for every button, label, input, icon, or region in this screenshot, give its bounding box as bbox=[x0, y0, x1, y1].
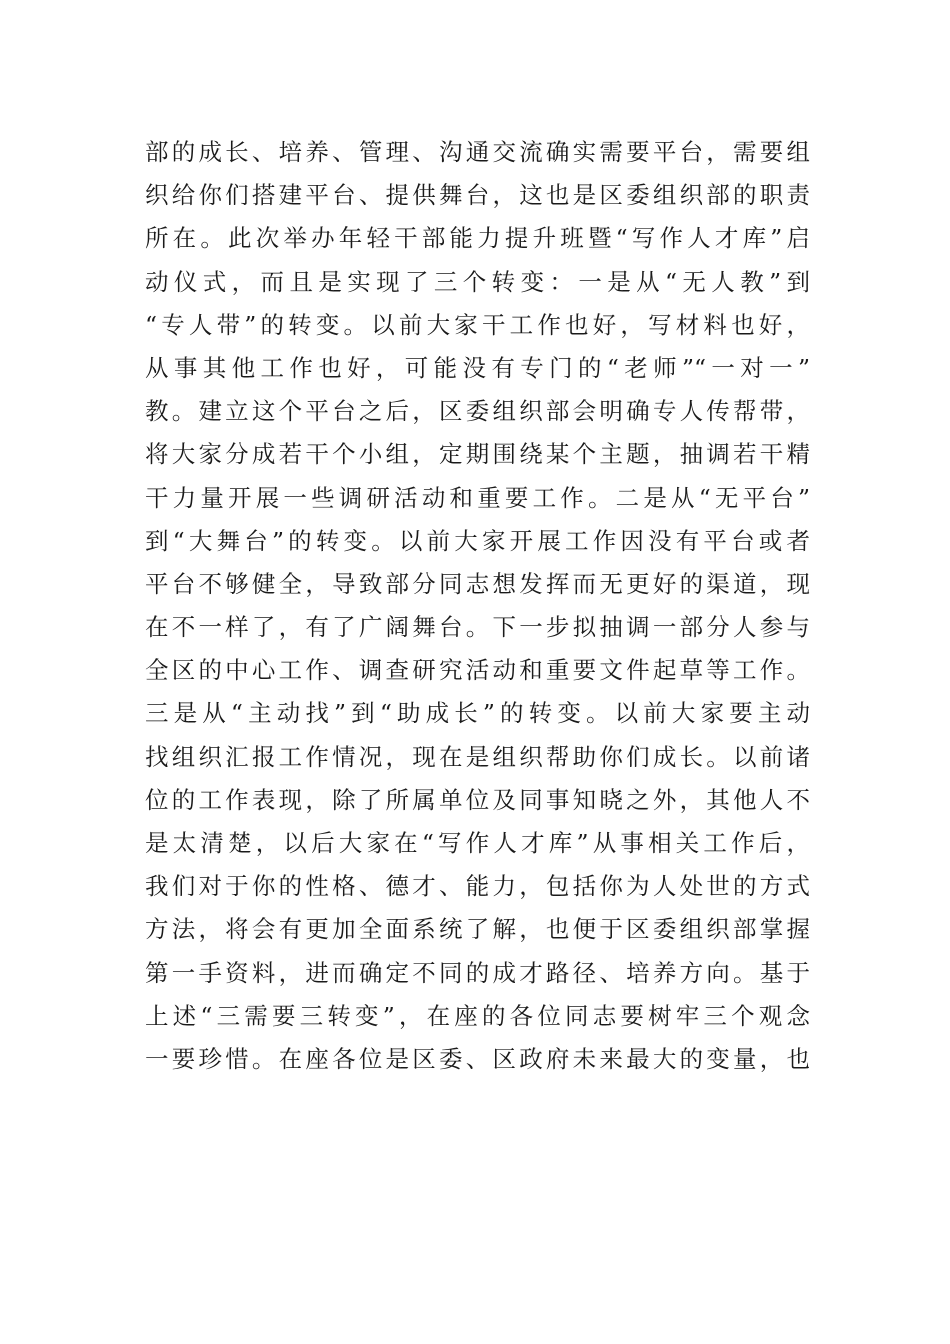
text-line: 找组织汇报工作情况，现在是组织帮助你们成长。以前诸 bbox=[145, 742, 810, 771]
text-line: 在不一样了，有了广阔舞台。下一步拟抽调一部分人参与 bbox=[145, 613, 810, 642]
text-line: 所在。此次举办年轻干部能力提升班暨“写作人才库”启 bbox=[145, 224, 810, 253]
text-line: 是太清楚，以后大家在“写作人才库”从事相关工作后， bbox=[145, 829, 810, 857]
text-line: 三是从“主动找”到“助成长”的转变。以前大家要主动 bbox=[145, 699, 810, 728]
text-line: 教。建立这个平台之后，区委组织部会明确专人传帮带， bbox=[145, 397, 810, 426]
text-line: “专人带”的转变。以前大家干工作也好，写材料也好， bbox=[145, 310, 810, 339]
text-line: 位的工作表现，除了所属单位及同事知晓之外，其他人不 bbox=[145, 785, 810, 814]
text-line: 将大家分成若干个小组，定期围绕某个主题，抽调若干精 bbox=[145, 440, 810, 469]
text-line: 方法，将会有更加全面系统了解，也便于区委组织部掌握 bbox=[145, 915, 810, 944]
text-line: 动仪式，而且是实现了三个转变：一是从“无人教”到 bbox=[145, 267, 810, 296]
text-line: 全区的中心工作、调查研究活动和重要文件起草等工作。 bbox=[145, 656, 810, 685]
text-line: 织给你们搭建平台、提供舞台，这也是区委组织部的职责 bbox=[145, 181, 810, 210]
text-line: 平台不够健全，导致部分同志想发挥而无更好的渠道，现 bbox=[145, 569, 810, 598]
body-text bbox=[145, 131, 810, 1081]
text-line: 部的成长、培养、管理、沟通交流确实需要平台，需要组 bbox=[145, 138, 810, 166]
text-line: 我们对于你的性格、德才、能力，包括你为人处世的方式 bbox=[145, 872, 810, 901]
text-line: 到“大舞台”的转变。以前大家开展工作因没有平台或者 bbox=[145, 526, 810, 555]
text-line: 从事其他工作也好，可能没有专门的“老师”“一对一” bbox=[145, 353, 810, 382]
text-line: 一要珍惜。在座各位是区委、区政府未来最大的变量，也 bbox=[145, 1044, 810, 1073]
text-line: 第一手资料，进而确定不同的成才路径、培养方向。基于 bbox=[145, 958, 810, 987]
text-line: 上述“三需要三转变”，在座的各位同志要树牢三个观念 bbox=[145, 1001, 810, 1030]
text-line: 干力量开展一些调研活动和重要工作。二是从“无平台” bbox=[145, 483, 810, 512]
